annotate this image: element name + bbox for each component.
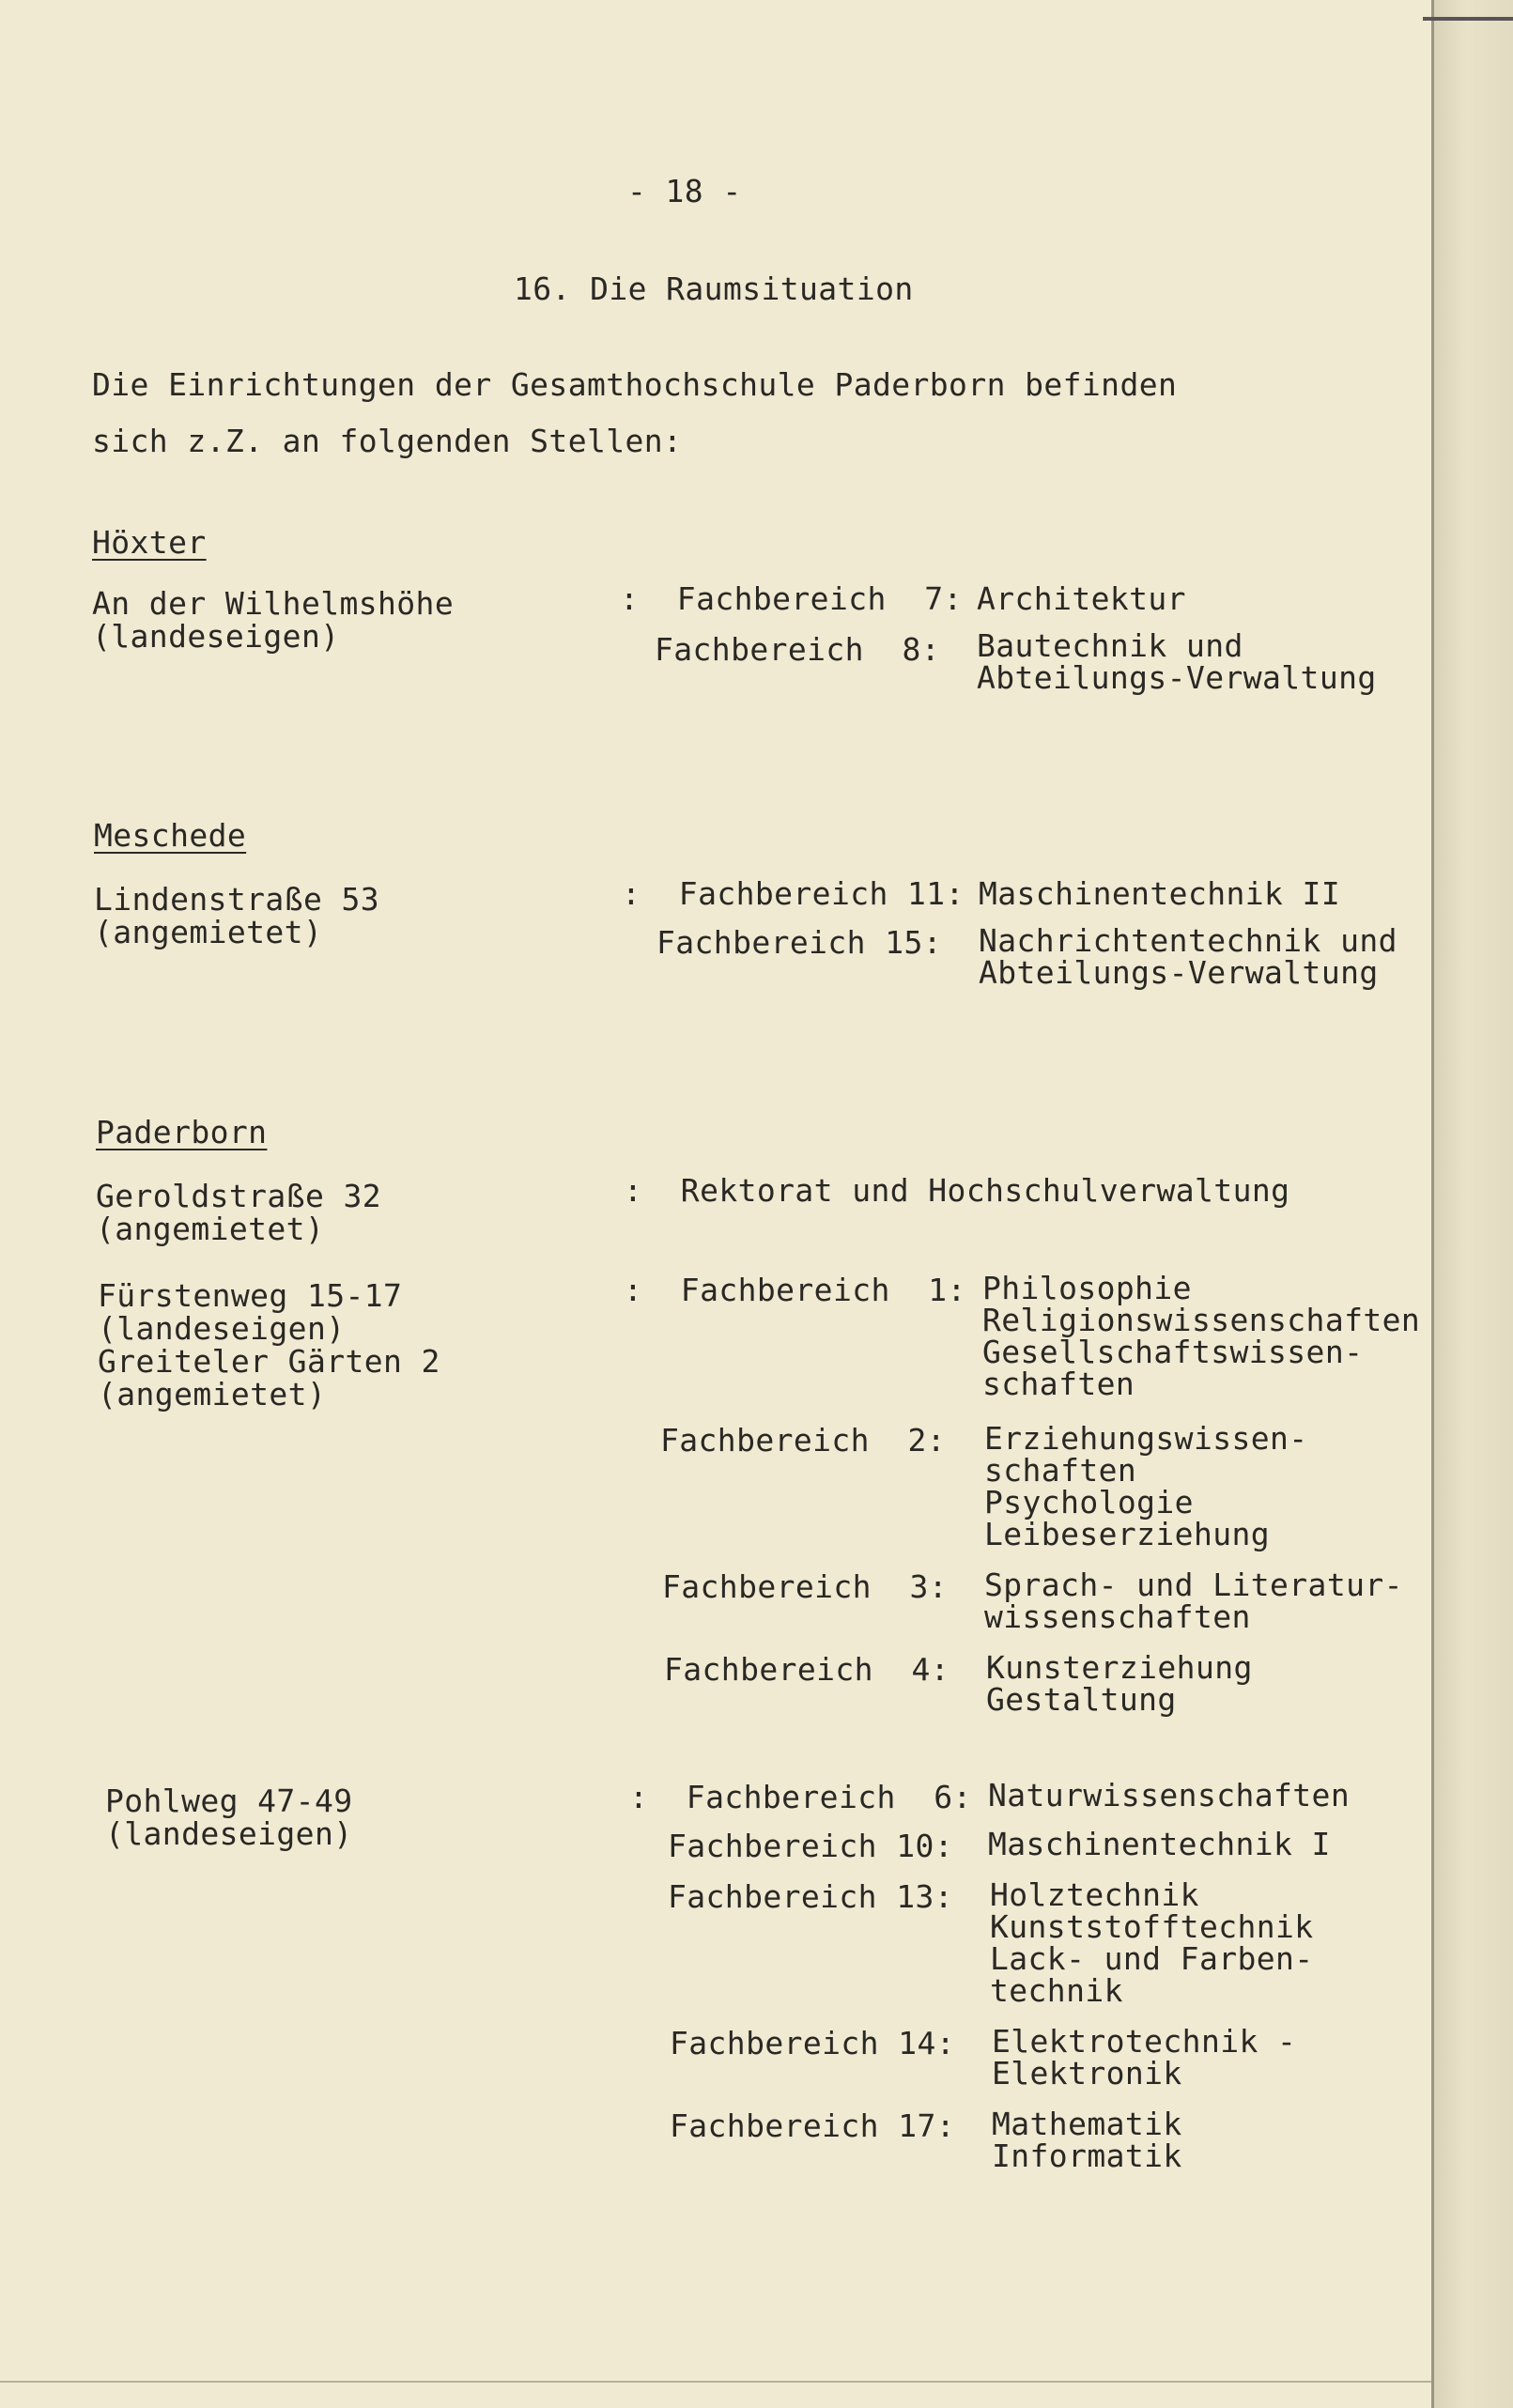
department-subject: Sprach- und Literatur- (984, 1567, 1403, 1603)
department-label: Fachbereich 14: (670, 2025, 956, 2061)
department-subject: Erziehungswissen- (984, 1420, 1308, 1457)
intro-line-2: sich z.Z. an folgenden Stellen: (92, 423, 683, 459)
department-subject: Abteilungs-Verwaltung (979, 954, 1379, 991)
corner-mark (1423, 17, 1513, 21)
department-label: Fachbereich 3: (662, 1568, 949, 1605)
address-line: (angemietet) (98, 1376, 327, 1412)
department-subject: schaften (984, 1452, 1137, 1489)
department-subject: Mathematik (992, 2106, 1182, 2142)
page-edge (1434, 0, 1513, 2408)
location-title-meschede: Meschede (94, 817, 247, 854)
department-subject: Kunsterziehung (986, 1649, 1253, 1686)
department-subject: Religionswissenschaften (982, 1302, 1421, 1338)
department-subject: Nachrichtentechnik und (979, 922, 1397, 959)
department-subject: Lack- und Farben- (990, 1940, 1314, 1977)
department-subject: Naturwissenschaften (988, 1777, 1351, 1814)
address-line: Fürstenweg 15-17 (98, 1277, 403, 1314)
administration-text: : Rektorat und Hochschulverwaltung (624, 1172, 1290, 1209)
intro-line-1: Die Einrichtungen der Gesamthochschule Paderborn befinden (92, 366, 1178, 403)
department-label: Fachbereich 2: (660, 1422, 947, 1459)
department-subject: technik (990, 1972, 1123, 2009)
location-title-hoexter: Höxter (92, 524, 207, 561)
department-label: Fachbereich 17: (670, 2107, 956, 2144)
department-label: Fachbereich 8: (655, 631, 941, 668)
department-subject: Leibeserziehung (984, 1516, 1271, 1552)
department-label: Fachbereich 10: (668, 1828, 954, 1864)
department-subject: Gestaltung (986, 1681, 1177, 1718)
department-subject: Maschinentechnik II (979, 875, 1341, 912)
department-subject: Kunststofftechnik (990, 1908, 1314, 1945)
department-label: : Fachbereich 7: (620, 580, 963, 617)
bottom-edge (0, 2381, 1431, 2383)
address-line: (angemietet) (94, 914, 323, 950)
department-subject: Architektur (977, 580, 1186, 617)
location-title-paderborn: Paderborn (96, 1114, 268, 1150)
department-subject: schaften (982, 1366, 1135, 1402)
department-subject: Holztechnik (990, 1876, 1199, 1913)
address-line: Geroldstraße 32 (96, 1178, 382, 1214)
address-line: Greiteler Gärten 2 (98, 1343, 440, 1380)
department-subject: Elektrotechnik - (992, 2023, 1297, 2060)
page-number: - 18 - (627, 173, 742, 209)
department-label: : Fachbereich 1: (624, 1272, 966, 1308)
department-subject: Bautechnik und (977, 627, 1243, 664)
department-subject: Psychologie (984, 1484, 1194, 1520)
address-line: Pohlweg 47-49 (105, 1783, 353, 1819)
department-subject: Abteilungs-Verwaltung (977, 659, 1377, 696)
section-heading: 16. Die Raumsituation (514, 270, 914, 307)
department-label: Fachbereich 15: (656, 924, 943, 961)
department-label: : Fachbereich 11: (622, 875, 965, 912)
department-subject: Maschinentechnik I (988, 1826, 1331, 1862)
department-subject: wissenschaften (984, 1598, 1251, 1635)
address-line: (landeseigen) (105, 1815, 353, 1852)
address-line: (landeseigen) (92, 618, 340, 655)
department-label: Fachbereich 13: (668, 1878, 954, 1915)
department-subject: Elektronik (992, 2055, 1182, 2092)
department-label: : Fachbereich 6: (629, 1779, 972, 1815)
address-line: (landeseigen) (98, 1310, 346, 1347)
department-label: Fachbereich 4: (664, 1651, 950, 1688)
address-line: (angemietet) (96, 1211, 325, 1247)
department-subject: Gesellschaftswissen- (982, 1334, 1364, 1370)
address-line: Lindenstraße 53 (94, 881, 380, 918)
department-subject: Philosophie (982, 1270, 1192, 1306)
address-line: An der Wilhelmshöhe (92, 585, 455, 622)
department-subject: Informatik (992, 2138, 1182, 2174)
